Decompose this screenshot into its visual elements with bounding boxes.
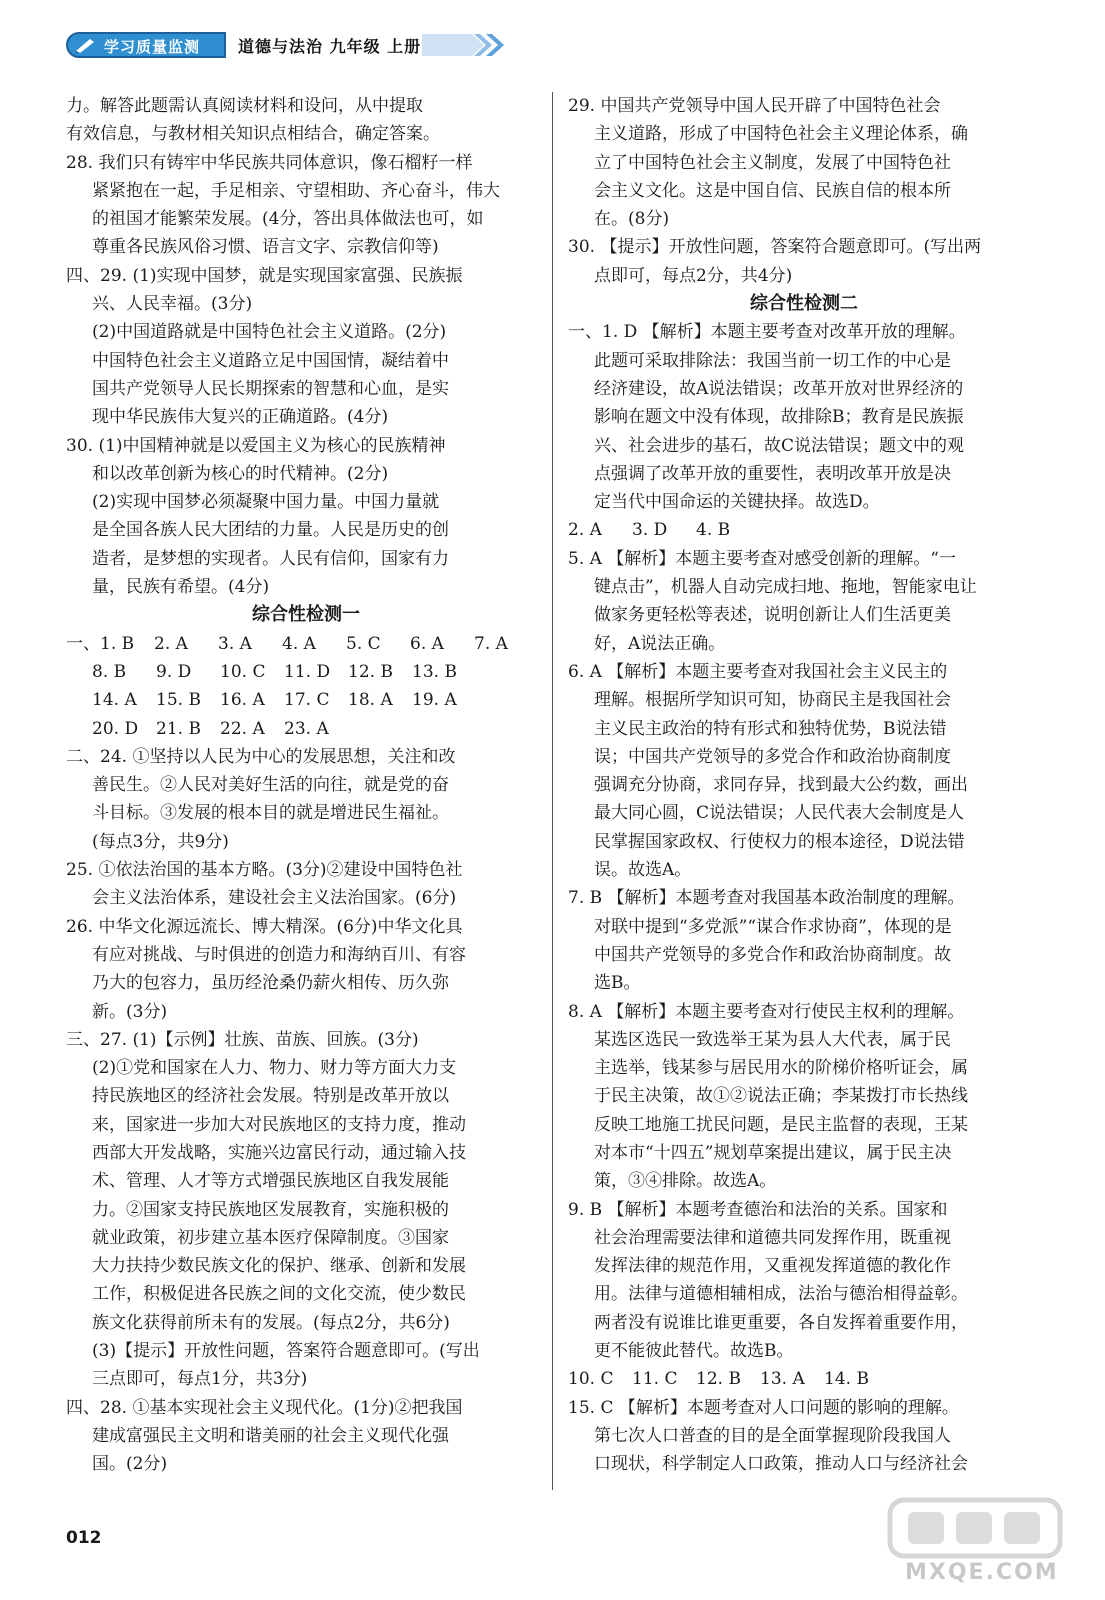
answer-line: (2)中国道路就是中国特色社会主义道路。(2分) <box>92 322 447 343</box>
answer-line: 第七次人口普查的目的是全面掌握现阶段我国人 <box>594 1425 951 1446</box>
answer-line: 点即可，每点2分，共4分) <box>594 265 793 286</box>
answer-key-row <box>66 658 546 686</box>
answer-key-item: 14. A <box>92 690 137 711</box>
answer-line: 建成富强民主文明和谐美丽的社会主义现代化强 <box>92 1425 449 1446</box>
answer-line: 二、24. ①坚持以人民为中心的发展思想，关注和改 <box>66 746 456 767</box>
answer-line: 发挥法律的规范作用，又重视发挥道德的教化作 <box>594 1256 951 1277</box>
answer-line: 强调充分协商，求同存异，找到最大公约数，画出 <box>594 775 968 796</box>
answer-key-item: 一、1. B <box>66 633 135 654</box>
answer-line: 两者没有说谁比谁更重要，各自发挥着重要作用， <box>594 1312 968 1333</box>
answer-key-item: 11. C <box>632 1369 678 1390</box>
answer-line: 29. 中国共产党领导中国人民开辟了中国特色社会 <box>568 96 941 116</box>
answer-line: 立了中国特色社会主义制度，发展了中国特色社 <box>594 152 951 173</box>
answer-line: 西部大开发战略，实施兴边富民行动，通过输入技 <box>92 1142 466 1163</box>
answer-line: 新。(3分) <box>92 1001 168 1022</box>
answer-key-item: 12. B <box>348 661 393 682</box>
answer-key-item: 7. A <box>474 633 508 654</box>
page-number: 012 <box>66 1528 102 1548</box>
answer-line: 主义道路，形成了中国特色社会主义理论体系，确 <box>594 124 968 145</box>
column-divider <box>552 92 553 1490</box>
answer-line: 更不能彼此替代。故选B。 <box>594 1341 794 1362</box>
answer-line: 对联中提到“多党派”“谋合作求协商”，体现的是 <box>594 916 952 937</box>
section-title: 综合性检测一 <box>252 604 360 626</box>
answer-line: 术、管理、人才等方式增强民族地区自我发展能 <box>92 1171 449 1192</box>
answer-line: 善民生。②人民对美好生活的向往，就是党的奋 <box>92 775 449 796</box>
answer-line: 量，民族有希望。(4分) <box>92 577 270 598</box>
answer-line: 30. (1)中国精神就是以爱国主义为核心的民族精神 <box>66 435 446 456</box>
answer-line: 于民主决策，故①②说法正确；李某拨打市长热线 <box>594 1086 968 1107</box>
answer-line: 族文化获得前所未有的发展。(每点2分，共6分) <box>92 1312 450 1333</box>
answer-key-item: 10. C <box>220 661 266 682</box>
answer-line: 兴、社会进步的基石，故C说法错误；题文中的观 <box>594 435 965 456</box>
answer-line: 25. ①依法治国的基本方略。(3分)②建设中国特色社 <box>66 860 463 881</box>
answer-line: 现中华民族伟大复兴的正确道路。(4分) <box>92 407 389 428</box>
answer-key-item: 13. A <box>760 1369 805 1390</box>
answer-line: 理解。根据所学知识可知，协商民主是我国社会 <box>594 690 951 711</box>
answer-line: 国共产党领导人民长期探索的智慧和心血，是实 <box>92 378 449 399</box>
answer-key-row <box>66 630 546 658</box>
answer-line: 四、28. ①基本实现社会主义现代化。(1分)②把我国 <box>66 1397 463 1418</box>
answer-key-item: 14. B <box>824 1369 869 1390</box>
answer-line: 键点击”，机器人自动完成扫地、拖地，智能家电让 <box>594 577 977 598</box>
answer-line: 国。(2分) <box>92 1454 168 1475</box>
answer-line: 选B。 <box>594 973 641 994</box>
answer-line: 紧紧抱在一起，手足相亲、守望相助、齐心奋斗，伟大 <box>92 180 500 201</box>
answer-key-item: 12. B <box>696 1369 741 1390</box>
answer-key-item: 2. A <box>568 520 602 541</box>
answer-key-item: 22. A <box>220 718 265 739</box>
answer-key-item: 10. C <box>568 1369 614 1390</box>
answer-line: 斗目标。③发展的根本目的就是增进民生福祉。 <box>92 803 449 824</box>
series-title: 学习质量监测 <box>104 38 201 56</box>
answer-line: 点强调了改革开放的重要性，表明改革开放是决 <box>594 463 951 484</box>
answer-line: 经济建设，故A说法错误；改革开放对世界经济的 <box>594 378 964 399</box>
answer-line: 做家务更轻松等表述，说明创新让人们生活更美 <box>594 605 951 626</box>
answer-line: 和以改革创新为核心的时代精神。(2分) <box>92 463 389 484</box>
watermark-text: MXQE.COM <box>905 1560 1059 1585</box>
answer-line: 最大同心圆，C说法错误；人民代表大会制度是人 <box>594 803 965 824</box>
answer-line: 力。②国家支持民族地区发展教育，实施积极的 <box>92 1199 449 1220</box>
page-header <box>66 30 506 60</box>
answer-key-item: 21. B <box>156 718 201 739</box>
answer-column-left <box>66 92 546 1479</box>
answer-line: 有应对挑战、与时俱进的创造力和海纳百川、有容 <box>92 944 466 965</box>
answer-line: 5. A 【解析】本题主要考查对感受创新的理解。“一 <box>568 548 956 569</box>
answer-key-item: 11. D <box>284 661 331 682</box>
answer-line: (2)①党和国家在人力、物力、财力等方面大力支 <box>92 1058 457 1079</box>
pen-icon <box>74 37 96 53</box>
answer-line: 会主义文化。这是中国自信、民族自信的根本所 <box>594 180 951 201</box>
answer-line: 口现状，科学制定人口政策，推动人口与经济社会 <box>594 1454 968 1475</box>
answer-line: 15. C 【解析】本题考查对人口问题的影响的理解。 <box>568 1397 959 1418</box>
answer-line: 的祖国才能繁荣发展。(4分，答出具体做法也可，如 <box>92 209 484 230</box>
answer-key-item: 9. D <box>156 661 192 682</box>
answer-line: 策，③④排除。故选A。 <box>594 1171 777 1192</box>
answer-line: 来，国家进一步加大对民族地区的支持力度，推动 <box>92 1114 466 1135</box>
answer-key-item: 17. C <box>284 690 330 711</box>
answer-line: 主义民主政治的特有形式和独特优势，B说法错 <box>594 718 947 739</box>
answer-line: 误；中国共产党领导的多党合作和政治协商制度 <box>594 746 951 767</box>
answer-key-row <box>568 516 1040 544</box>
answer-line: (2)实现中国梦必须凝聚中国力量。中国力量就 <box>92 492 440 513</box>
answer-line: 大力扶持少数民族文化的保护、继承、创新和发展 <box>92 1256 466 1277</box>
answer-column-right <box>568 92 1040 1479</box>
answer-line: 有效信息，与教材相关知识点相结合，确定答案。 <box>66 124 440 145</box>
answer-key-item: 2. A <box>154 633 188 654</box>
answer-line: 对本市“十四五”规划草案提出建议，属于民主决 <box>594 1142 952 1163</box>
answer-line: 在。(8分) <box>594 209 670 230</box>
answer-key-item: 15. B <box>156 690 201 711</box>
answer-line: 用。法律与道德相辅相成，法治与德治相得益彰。 <box>594 1284 968 1305</box>
answer-key-item: 19. A <box>412 690 457 711</box>
answer-line: 一、1. D 【解析】本题主要考查对改革开放的理解。 <box>568 322 966 343</box>
answer-key-item: 3. D <box>632 520 668 541</box>
answer-line: 主选举，钱某参与居民用水的阶梯价格听证会，属 <box>594 1058 968 1079</box>
answer-line: 8. A 【解析】本题主要考查对行使民主权利的理解。 <box>568 1001 965 1022</box>
answer-line: 三、27. (1)【示例】壮族、苗族、回族。(3分) <box>66 1029 419 1050</box>
answer-line: 定当代中国命运的关键抉择。故选D。 <box>594 492 880 513</box>
answer-key-item: 6. A <box>410 633 444 654</box>
answer-line: 7. B 【解析】本题考查对我国基本政治制度的理解。 <box>568 888 965 909</box>
answer-line: 误。故选A。 <box>594 860 692 881</box>
answer-key-row <box>66 686 546 714</box>
answer-line: 反映工地施工扰民问题，是民主监督的表现，王某 <box>594 1114 968 1135</box>
answer-line: 乃大的包容力，虽历经沧桑仍薪火相传、历久弥 <box>92 973 449 994</box>
section-title: 综合性检测二 <box>750 293 858 315</box>
answer-line: 6. A 【解析】本题主要考查对我国社会主义民主的 <box>568 661 948 682</box>
answer-key-item: 8. B <box>92 661 127 682</box>
answer-line: 三点即可，每点1分，共3分) <box>92 1369 308 1390</box>
answer-key-row <box>66 715 546 743</box>
answer-line: 兴、人民幸福。(3分) <box>92 294 253 315</box>
answer-key-item: 20. D <box>92 718 139 739</box>
series-badge <box>66 32 226 58</box>
answer-key-item: 3. A <box>218 633 252 654</box>
answer-line: 社会治理需要法律和道德共同发挥作用，既重视 <box>594 1227 951 1248</box>
answer-line: 是全国各族人民大团结的力量。人民是历史的创 <box>92 520 449 541</box>
answer-line: 持民族地区的经济社会发展。特别是改革开放以 <box>92 1086 449 1107</box>
answer-line: 力。解答此题需认真阅读材料和设问，从中提取 <box>66 96 423 116</box>
answer-key-item: 13. B <box>412 661 457 682</box>
answer-line: 民掌握国家政权、行使权力的根本途径，D说法错 <box>594 831 965 852</box>
answer-line: 好，A说法正确。 <box>594 633 726 654</box>
answer-line: (每点3分，共9分) <box>92 831 229 852</box>
answer-key-item: 16. A <box>220 690 265 711</box>
answer-line: 尊重各民族风俗习惯、语言文字、宗教信仰等) <box>92 237 439 258</box>
answer-line: 工作，积极促进各民族之间的文化交流，使少数民 <box>92 1284 466 1305</box>
answer-key-row <box>568 1365 1040 1393</box>
answer-key-item: 18. A <box>348 690 393 711</box>
answer-line: 会主义法治体系，建设社会主义法治国家。(6分) <box>92 888 457 909</box>
answer-line: 30. 【提示】开放性问题，答案符合题意即可。(写出两 <box>568 237 982 258</box>
subject-title: 道德与法治 九年级 上册 <box>238 37 422 56</box>
answer-line: 26. 中华文化源远流长、博大精深。(6分)中华文化具 <box>66 916 463 937</box>
answer-line: 四、29. (1)实现中国梦，就是实现国家富强、民族振 <box>66 265 463 286</box>
answer-line: 中国共产党领导的多党合作和政治协商制度。故 <box>594 944 951 965</box>
answer-line: 造者，是梦想的实现者。人民有信仰，国家有力 <box>92 548 449 569</box>
answer-line: 就业政策，初步建立基本医疗保障制度。③国家 <box>92 1227 449 1248</box>
answer-key-item: 4. A <box>282 633 316 654</box>
answer-key-item: 23. A <box>284 718 329 739</box>
answer-line: (3)【提示】开放性问题，答案符合题意即可。(写出 <box>92 1341 480 1362</box>
answer-line: 影响在题文中没有体现，故排除B；教育是民族振 <box>594 407 964 428</box>
answer-line: 9. B 【解析】本题考查德治和法治的关系。国家和 <box>568 1199 948 1220</box>
answer-key-item: 4. B <box>696 520 731 541</box>
answer-key-item: 5. C <box>346 633 381 654</box>
answer-line: 28. 我们只有铸牢中华民族共同体意识，像石榴籽一样 <box>66 152 473 173</box>
answer-line: 中国特色社会主义道路立足中国国情，凝结着中 <box>92 350 449 371</box>
answer-line: 此题可采取排除法：我国当前一切工作的中心是 <box>594 350 951 371</box>
answer-line: 某选区选民一致选举王某为县人大代表，属于民 <box>594 1029 951 1050</box>
chevron-arrows-icon <box>422 30 512 60</box>
